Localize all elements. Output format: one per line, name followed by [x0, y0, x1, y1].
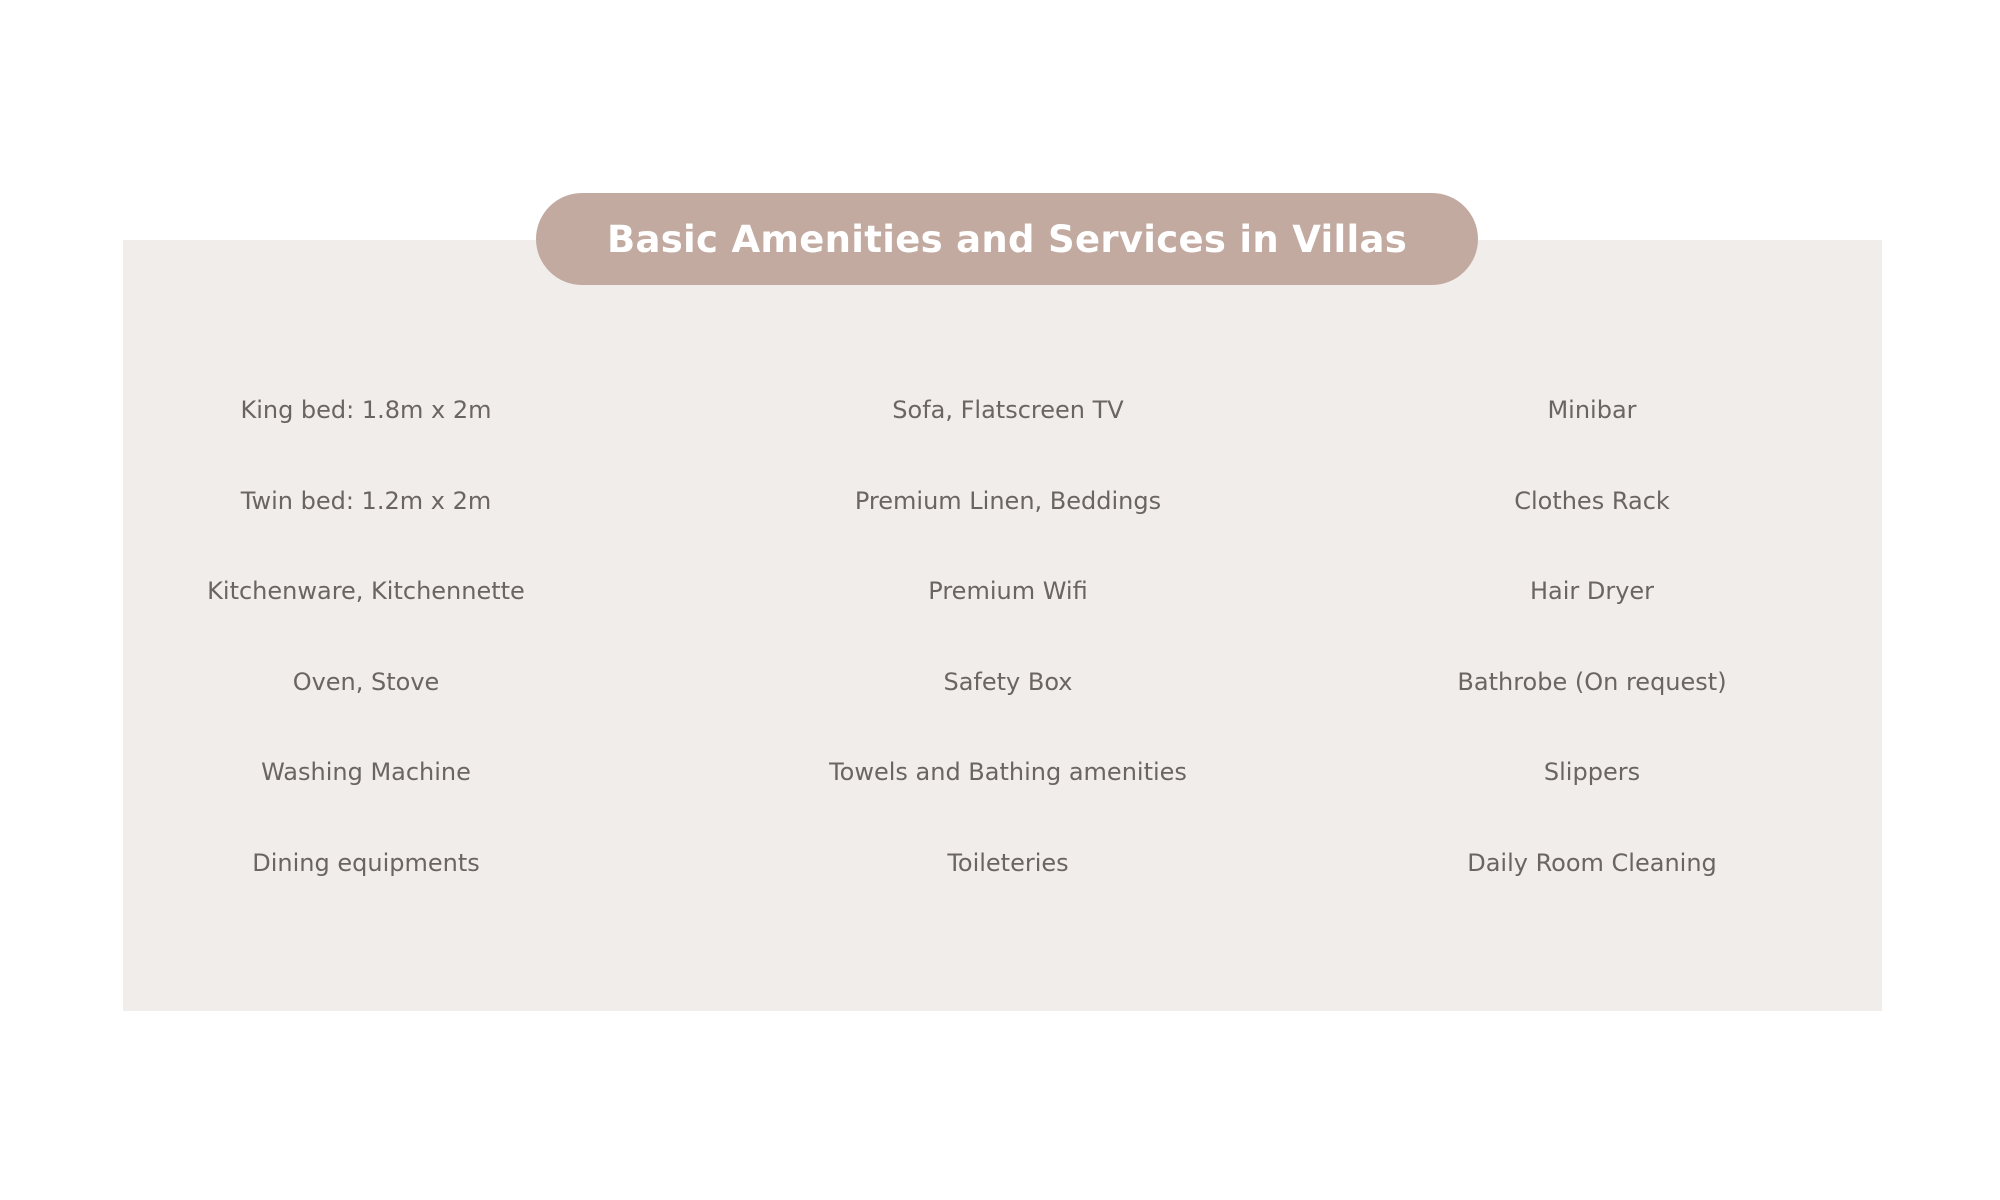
amenities-column-1: [66, 385, 666, 928]
amenity-item: Clothes Rack: [1514, 486, 1670, 515]
amenity-item: Sofa, Flatscreen TV: [892, 396, 1124, 424]
amenity-item: King bed: 1.8m x 2m: [240, 396, 492, 424]
amenity-item: Kitchenware, Kitchennette: [207, 577, 525, 605]
amenity-item: Towels and Bathing amenities: [829, 758, 1187, 786]
amenity-item: Bathrobe (On request): [1457, 667, 1727, 696]
amenity-item: Minibar: [1547, 396, 1637, 424]
amenity-item: Twin bed: 1.2m x 2m: [240, 486, 492, 515]
amenity-item: Dining equipments: [252, 848, 480, 877]
amenity-item: Hair Dryer: [1529, 577, 1655, 605]
amenity-item: Oven, Stove: [292, 667, 440, 696]
amenity-item: Daily Room Cleaning: [1467, 848, 1717, 877]
amenity-item: Premium Wifi: [928, 577, 1088, 605]
title-banner: [536, 193, 1478, 285]
amenity-item: Slippers: [1543, 758, 1641, 786]
amenity-item: Safety Box: [943, 667, 1073, 696]
amenity-item: Washing Machine: [261, 758, 471, 786]
amenity-item: Premium Linen, Beddings: [854, 486, 1162, 515]
amenities-column-2: [708, 385, 1308, 928]
page-title: Basic Amenities and Services in Villas: [606, 217, 1408, 261]
amenity-item: Toileteries: [947, 848, 1069, 877]
amenities-column-3: [1292, 385, 1892, 928]
